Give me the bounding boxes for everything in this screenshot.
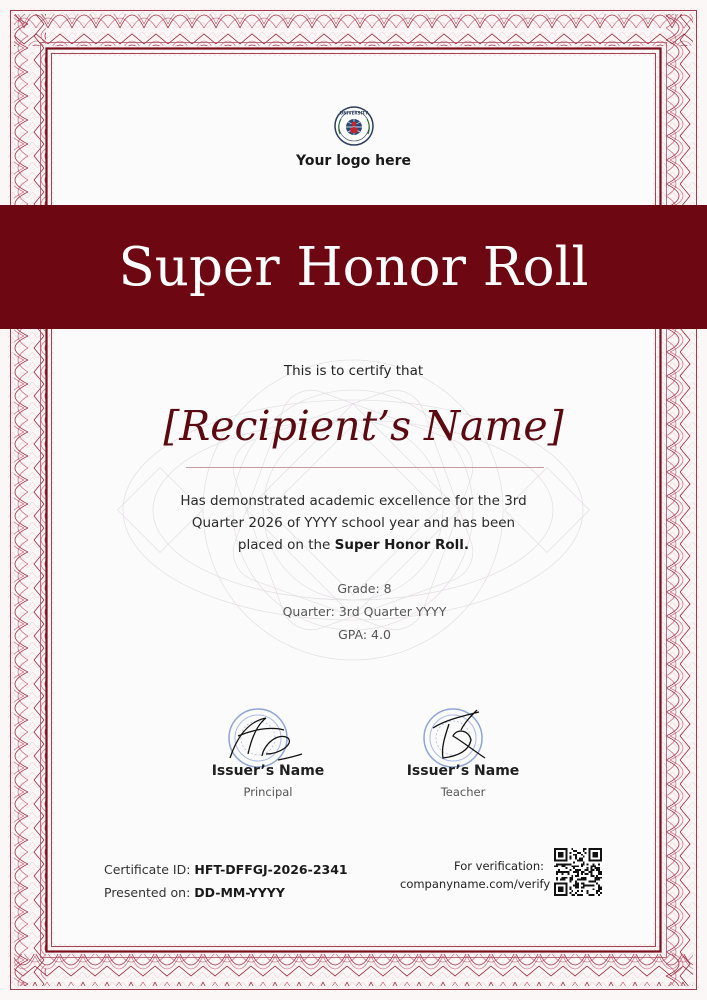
certificate-meta	[104, 858, 348, 904]
presented-on-label: Presented on:	[104, 885, 195, 900]
certify-line: This is to certify that	[283, 363, 424, 379]
verification-url[interactable]: companyname.com/verify	[400, 877, 551, 891]
name-underline	[186, 467, 544, 468]
gpa-detail: GPA: 4.0	[338, 627, 391, 642]
title-banner	[0, 205, 707, 329]
principal-signature-icon	[218, 710, 308, 766]
issuer-role: Teacher	[440, 785, 486, 799]
teacher-signature-icon	[419, 706, 499, 766]
description-highlight: Super Honor Roll.	[334, 537, 470, 553]
certificate-description	[180, 490, 527, 556]
verification-label: For verification:	[454, 859, 544, 873]
certificate-id-label: Certificate ID:	[104, 862, 195, 877]
issuer-role: Principal	[243, 785, 293, 799]
presented-on-value: DD-MM-YYYY	[194, 885, 285, 900]
certificate-id-value: HFT-DFFGJ-2026-2341	[194, 862, 348, 877]
signature-block-principal	[178, 700, 358, 810]
certificate-title: Super Honor Roll	[118, 237, 589, 298]
presented-on-row	[104, 881, 348, 904]
issuer-name: Issuer’s Name	[211, 763, 325, 779]
svg-text:UNIVERSITY: UNIVERSITY	[339, 110, 369, 116]
certificate-id-row	[104, 858, 348, 881]
issuer-name: Issuer’s Name	[406, 763, 520, 779]
logo-placeholder-text: Your logo here	[295, 153, 411, 169]
quarter-detail: Quarter: 3rd Quarter YYYY	[282, 604, 447, 619]
grade-detail: Grade: 8	[337, 581, 392, 596]
description-text: Has demonstrated academic excellence for the 3rd Quarter 2026 of YYYY school year and has been placed on the	[180, 493, 527, 553]
signature-block-teacher	[373, 700, 553, 810]
recipient-name: [Recipient’s Name]	[163, 402, 564, 450]
verification-info	[400, 857, 551, 893]
university-logo	[327, 104, 381, 148]
qr-code-icon[interactable]	[554, 848, 602, 896]
